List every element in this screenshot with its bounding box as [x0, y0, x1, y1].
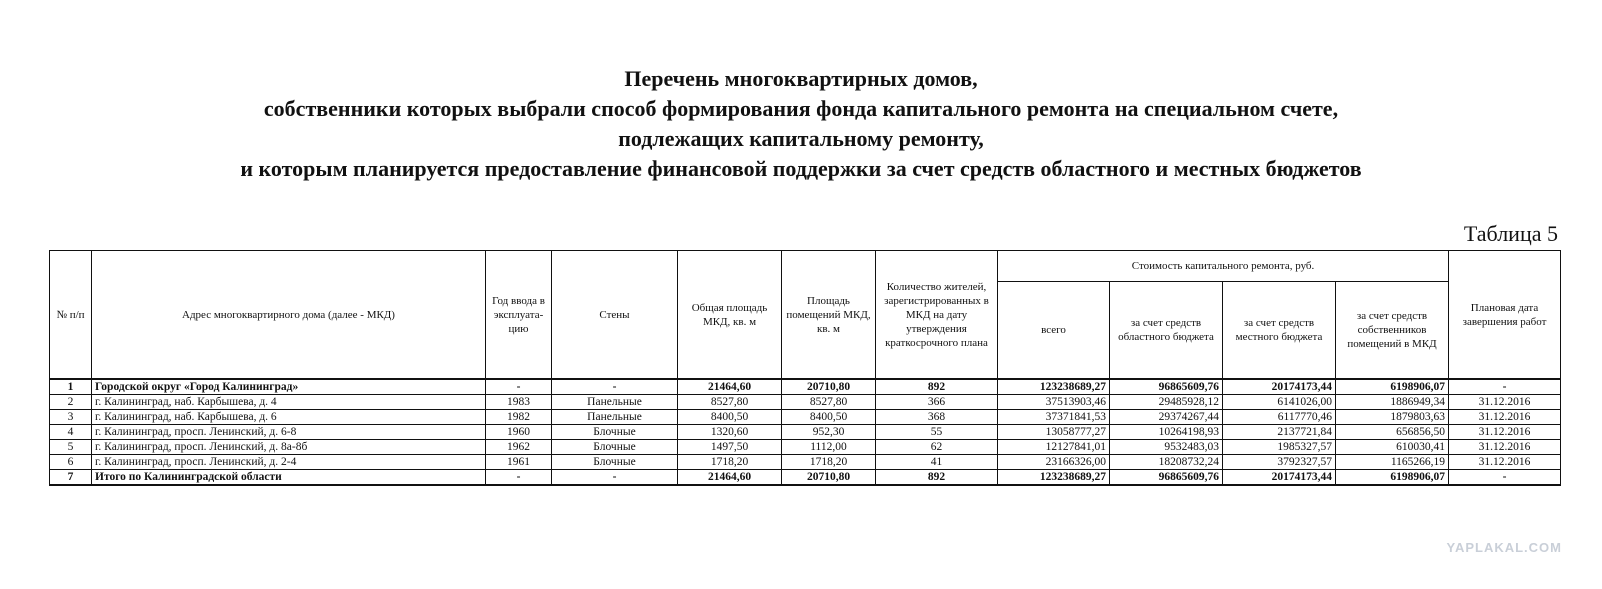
cell-cost-total: 123238689,27 — [998, 470, 1110, 486]
cell-cost-regional: 96865609,76 — [1110, 470, 1223, 486]
cell-cost-total: 37513903,46 — [998, 395, 1110, 410]
cell-year: 1983 — [486, 395, 552, 410]
cell-walls: Блочные — [552, 440, 678, 455]
table-row — [50, 425, 1561, 440]
watermark: YAPLAKAL.COM — [1446, 540, 1562, 555]
cell-total-area: 1718,20 — [678, 455, 782, 470]
table-row — [50, 455, 1561, 470]
cell-address: г. Калининград, просп. Ленинский, д. 8а-8б — [92, 440, 486, 455]
cell-total-area: 21464,60 — [678, 379, 782, 395]
cell-premises-area: 8400,50 — [782, 410, 876, 425]
cell-cost-local: 2137721,84 — [1223, 425, 1336, 440]
header-walls: Стены — [552, 251, 678, 380]
cell-cost-owners: 1879803,63 — [1336, 410, 1449, 425]
cell-cost-owners: 6198906,07 — [1336, 470, 1449, 486]
table-row — [50, 379, 1561, 395]
cell-cost-regional: 9532483,03 — [1110, 440, 1223, 455]
table-row-total — [50, 470, 1561, 486]
cell-cost-regional: 29374267,44 — [1110, 410, 1223, 425]
cell-total-area: 8527,80 — [678, 395, 782, 410]
cell-end-date: 31.12.2016 — [1449, 440, 1561, 455]
cell-residents: 55 — [876, 425, 998, 440]
cell-address: Городской округ «Город Калининград» — [92, 379, 486, 395]
cell-cost-local: 1985327,57 — [1223, 440, 1336, 455]
cell-address: г. Калининград, наб. Карбышева, д. 6 — [92, 410, 486, 425]
cell-residents: 892 — [876, 470, 998, 486]
title-line-4: и которым планируется предоставление финансовой поддержки за счет средств областного и местных бюджетов — [240, 156, 1362, 181]
cell-cost-local: 20174173,44 — [1223, 379, 1336, 395]
cell-total-area: 21464,60 — [678, 470, 782, 486]
cell-cost-regional: 29485928,12 — [1110, 395, 1223, 410]
header-residents: Количество жителей, зарегистрированных в МКД на дату утверждения краткосрочного плана — [876, 251, 998, 380]
header-premises-area: Площадь помещений МКД, кв. м — [782, 251, 876, 380]
cell-num: 3 — [50, 410, 92, 425]
cell-num: 1 — [50, 379, 92, 395]
table-row — [50, 395, 1561, 410]
cell-num: 6 — [50, 455, 92, 470]
cell-total-area: 1497,50 — [678, 440, 782, 455]
cell-premises-area: 1112,00 — [782, 440, 876, 455]
cell-walls: Панельные — [552, 410, 678, 425]
cell-end-date: 31.12.2016 — [1449, 410, 1561, 425]
cell-premises-area: 952,30 — [782, 425, 876, 440]
cell-premises-area: 20710,80 — [782, 379, 876, 395]
header-total-area: Общая площадь МКД, кв. м — [678, 251, 782, 380]
cell-walls: Блочные — [552, 425, 678, 440]
cell-end-date: 31.12.2016 — [1449, 395, 1561, 410]
cell-cost-owners: 610030,41 — [1336, 440, 1449, 455]
cell-premises-area: 1718,20 — [782, 455, 876, 470]
cell-total-area: 8400,50 — [678, 410, 782, 425]
cell-residents: 366 — [876, 395, 998, 410]
cell-year: - — [486, 379, 552, 395]
header-year: Год ввода в эксплуата-цию — [486, 251, 552, 380]
title-line-2: собственники которых выбрали способ формирования фонда капитального ремонта на специальном счете, — [263, 96, 1339, 121]
cell-walls: - — [552, 470, 678, 486]
cell-total-area: 1320,60 — [678, 425, 782, 440]
buildings-table — [49, 250, 1561, 486]
cell-cost-total: 123238689,27 — [998, 379, 1110, 395]
cell-cost-total: 37371841,53 — [998, 410, 1110, 425]
cell-premises-area: 20710,80 — [782, 470, 876, 486]
cell-cost-regional: 96865609,76 — [1110, 379, 1223, 395]
cell-end-date: - — [1449, 379, 1561, 395]
cell-end-date: - — [1449, 470, 1561, 486]
cell-num: 2 — [50, 395, 92, 410]
cell-cost-total: 13058777,27 — [998, 425, 1110, 440]
cell-year: 1961 — [486, 455, 552, 470]
cell-walls: Блочные — [552, 455, 678, 470]
table-caption: Таблица 5 — [1463, 221, 1558, 246]
cell-cost-local: 6141026,00 — [1223, 395, 1336, 410]
cell-walls: Панельные — [552, 395, 678, 410]
cell-cost-local: 3792327,57 — [1223, 455, 1336, 470]
header-cost-total: всего — [998, 282, 1110, 380]
cell-residents: 368 — [876, 410, 998, 425]
cell-walls: - — [552, 379, 678, 395]
cell-cost-owners: 656856,50 — [1336, 425, 1449, 440]
cell-end-date: 31.12.2016 — [1449, 455, 1561, 470]
table-row — [50, 410, 1561, 425]
cell-cost-local: 20174173,44 — [1223, 470, 1336, 486]
cell-year: 1960 — [486, 425, 552, 440]
cell-num: 4 — [50, 425, 92, 440]
cell-year: - — [486, 470, 552, 486]
header-cost-local: за счет средств местного бюджета — [1223, 282, 1336, 380]
cell-address: г. Калининград, наб. Карбышева, д. 4 — [92, 395, 486, 410]
cell-num: 5 — [50, 440, 92, 455]
title-line-3: подлежащих капитальному ремонту, — [618, 126, 984, 151]
cell-residents: 892 — [876, 379, 998, 395]
header-end-date: Плановая дата завершения работ — [1449, 251, 1561, 380]
header-address: Адрес многоквартирного дома (далее - МКД) — [92, 251, 486, 380]
table-row — [50, 440, 1561, 455]
cell-cost-total: 12127841,01 — [998, 440, 1110, 455]
cell-year: 1982 — [486, 410, 552, 425]
cell-address: г. Калининград, просп. Ленинский, д. 6-8 — [92, 425, 486, 440]
cell-end-date: 31.12.2016 — [1449, 425, 1561, 440]
cell-address: г. Калининград, просп. Ленинский, д. 2-4 — [92, 455, 486, 470]
cell-year: 1962 — [486, 440, 552, 455]
title-line-1: Перечень многоквартирных домов, — [624, 66, 978, 91]
cell-cost-owners: 1165266,19 — [1336, 455, 1449, 470]
cell-cost-regional: 18208732,24 — [1110, 455, 1223, 470]
cell-cost-regional: 10264198,93 — [1110, 425, 1223, 440]
header-cost-owners: за счет средств собственников помещений в МКД — [1336, 282, 1449, 380]
cell-cost-owners: 1886949,34 — [1336, 395, 1449, 410]
cell-residents: 41 — [876, 455, 998, 470]
header-num: № п/п — [50, 251, 92, 380]
document-title — [0, 64, 1602, 184]
cell-cost-owners: 6198906,07 — [1336, 379, 1449, 395]
cell-premises-area: 8527,80 — [782, 395, 876, 410]
cell-num: 7 — [50, 470, 92, 486]
header-cost-group: Стоимость капитального ремонта, руб. — [998, 251, 1449, 282]
header-cost-regional: за счет средств областного бюджета — [1110, 282, 1223, 380]
cell-cost-total: 23166326,00 — [998, 455, 1110, 470]
cell-residents: 62 — [876, 440, 998, 455]
cell-cost-local: 6117770,46 — [1223, 410, 1336, 425]
cell-address: Итого по Калининградской области — [92, 470, 486, 486]
